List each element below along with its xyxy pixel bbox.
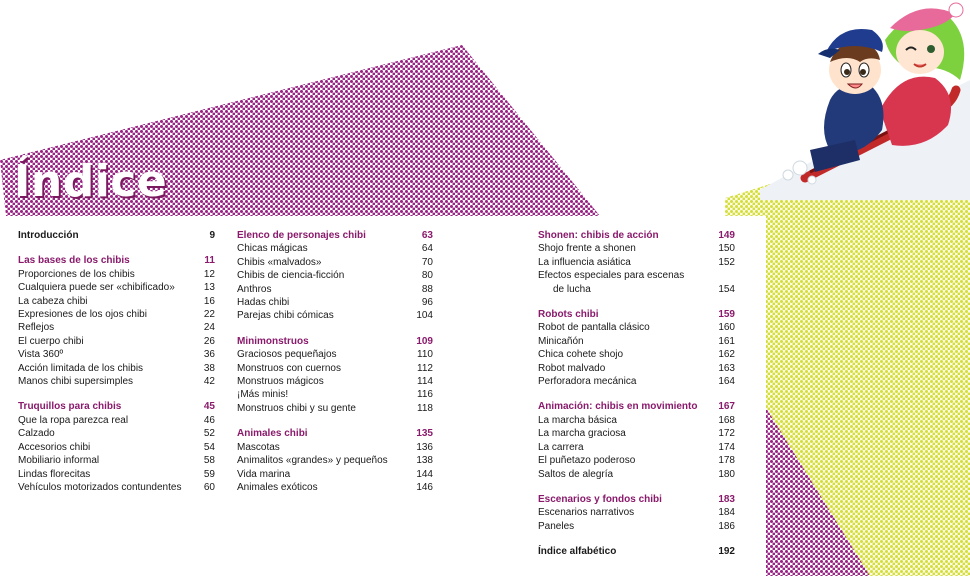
toc-entry[interactable]: [538, 321, 735, 334]
entry-page-number: 60: [203, 481, 215, 493]
entry-title: Mascotas: [237, 441, 280, 453]
toc-entry[interactable]: [538, 348, 735, 361]
section-page-number: 11: [204, 255, 215, 267]
entry-page-number: 174: [718, 441, 735, 453]
entry-title: Chibis de ciencia-ficción: [237, 270, 345, 282]
section-title: Shonen: chibis de acción: [538, 230, 659, 241]
toc-section: [237, 229, 433, 323]
toc-entry[interactable]: [18, 427, 215, 440]
toc-entry[interactable]: [237, 362, 433, 375]
toc-entry[interactable]: [18, 348, 215, 361]
entry-title: Parejas chibi cómicas: [237, 310, 334, 322]
chibi-sledding-illustration: [760, 0, 970, 200]
entry-page-number: 146: [416, 481, 433, 493]
entry-title: Que la ropa parezca real: [18, 414, 129, 426]
toc-entry[interactable]: [538, 414, 735, 427]
section-page-number: 45: [203, 401, 215, 413]
section-title: Minimonstruos: [237, 335, 309, 347]
toc-section: [538, 229, 735, 296]
toc-entry[interactable]: [237, 375, 433, 388]
toc-entry[interactable]: [538, 375, 735, 388]
entry-title: de lucha: [553, 283, 591, 295]
entry-page-number: 88: [421, 283, 433, 295]
entry-page-number: 160: [718, 322, 735, 334]
entry-page-number: 64: [421, 243, 433, 255]
entry-title: Shojo frente a shonen: [538, 243, 636, 255]
toc-entry[interactable]: [237, 256, 433, 269]
toc-section: [538, 493, 735, 533]
section-title: Animales chibi: [237, 428, 308, 440]
section-page-number: 167: [718, 401, 735, 413]
toc-entry[interactable]: [237, 454, 433, 467]
entry-title: Acción limitada de los chibis: [18, 362, 144, 374]
entry-page-number: 24: [203, 322, 215, 334]
entry-page-number: 22: [203, 309, 215, 321]
section-title: Elenco de personajes chibi: [237, 230, 366, 241]
toc-entry[interactable]: [538, 335, 735, 348]
toc-entry[interactable]: [538, 454, 735, 467]
entry-page-number: 164: [718, 376, 735, 388]
entry-title: Robot malvado: [538, 362, 606, 374]
entry-page-number: 96: [421, 297, 433, 309]
entry-title: Manos chibi supersimples: [18, 376, 134, 388]
entry-title: Graciosos pequeñajos: [237, 349, 337, 361]
entry-title: El cuerpo chibi: [18, 335, 84, 347]
toc-entry[interactable]: [538, 520, 735, 533]
entry-page-number: 110: [417, 349, 433, 361]
section-page-number: 135: [416, 428, 433, 440]
section-page-number: 192: [718, 546, 735, 558]
entry-page-number: 154: [718, 283, 735, 295]
toc-entry[interactable]: [237, 481, 433, 494]
section-title: Introducción: [18, 230, 79, 241]
toc-entry[interactable]: [237, 441, 433, 454]
toc-entry[interactable]: [237, 242, 433, 255]
toc-section-heading[interactable]: [538, 308, 735, 321]
toc-section-heading[interactable]: [237, 427, 433, 440]
toc-entry[interactable]: [538, 441, 735, 454]
toc-section-heading[interactable]: [18, 254, 215, 267]
toc-entry[interactable]: [237, 309, 433, 322]
toc-entry[interactable]: [18, 481, 215, 494]
entry-page-number: 116: [417, 389, 433, 401]
entry-title: Proporciones de los chibis: [18, 268, 135, 280]
toc-entry[interactable]: [538, 506, 735, 519]
toc-section-heading[interactable]: [18, 400, 215, 413]
toc-section: [237, 335, 433, 415]
entry-title: Efectos especiales para escenas: [538, 270, 685, 282]
toc-entry[interactable]: [18, 268, 215, 281]
toc-entry[interactable]: [237, 468, 433, 481]
toc-section: [18, 254, 215, 388]
section-title: Índice alfabético: [538, 546, 617, 558]
entry-page-number: 161: [718, 335, 735, 347]
entry-page-number: 26: [203, 335, 215, 347]
toc-entry[interactable]: [18, 281, 215, 294]
toc-section-heading[interactable]: [538, 545, 735, 558]
entry-title: Perforadora mecánica: [538, 376, 637, 388]
entry-page-number: 136: [416, 441, 433, 453]
entry-page-number: 172: [718, 428, 735, 440]
entry-title: Chibis «malvados»: [237, 256, 322, 268]
toc-section-heading[interactable]: [538, 493, 735, 506]
toc-column-2: [237, 229, 433, 506]
section-page-number: 63: [421, 230, 433, 241]
entry-page-number: 114: [417, 376, 433, 388]
toc-column-1: [18, 229, 215, 506]
entry-title: Saltos de alegría: [538, 468, 614, 480]
entry-page-number: 162: [718, 349, 735, 361]
entry-page-number: 144: [416, 468, 433, 480]
entry-title: Lindas florecitas: [18, 468, 91, 480]
entry-title: ¡Más minis!: [237, 389, 289, 401]
entry-title: Vehículos motorizados contundentes: [18, 481, 182, 493]
toc-entry[interactable]: [18, 441, 215, 454]
entry-page-number: 46: [203, 414, 215, 426]
toc-column-3: [538, 229, 735, 571]
toc-section: [18, 229, 215, 242]
section-title: Las bases de los chibis: [18, 255, 130, 267]
toc-entry[interactable]: [237, 348, 433, 361]
entry-page-number: 178: [718, 455, 735, 467]
entry-page-number: 42: [203, 376, 215, 388]
toc-entry[interactable]: [538, 269, 735, 282]
section-page-number: 109: [416, 335, 433, 347]
entry-title: La influencia asiática: [538, 256, 631, 268]
toc-section-heading[interactable]: [18, 229, 215, 242]
toc-entry[interactable]: [18, 454, 215, 467]
toc-section-heading[interactable]: [538, 400, 735, 413]
toc-entry[interactable]: [18, 468, 215, 481]
entry-title: La marcha básica: [538, 414, 617, 426]
toc-entry[interactable]: [18, 414, 215, 427]
entry-title: Cualquiera puede ser «chibificado»: [18, 282, 175, 294]
entry-page-number: 104: [416, 310, 433, 322]
entry-title: Vida marina: [237, 468, 291, 480]
toc-section: [538, 400, 735, 480]
toc-entry[interactable]: [18, 308, 215, 321]
entry-page-number: 59: [203, 468, 215, 480]
toc-entry[interactable]: [538, 242, 735, 255]
toc-entry[interactable]: [538, 468, 735, 481]
toc-entry[interactable]: [538, 283, 735, 296]
entry-title: Escenarios narrativos: [538, 507, 635, 519]
entry-title: La carrera: [538, 441, 584, 453]
entry-page-number: 13: [203, 282, 215, 294]
toc-entry[interactable]: [237, 388, 433, 401]
entry-title: Animalitos «grandes» y pequeños: [237, 455, 388, 467]
entry-page-number: 180: [718, 468, 735, 480]
entry-title: Mobiliario informal: [18, 455, 100, 467]
entry-title: Accesorios chibi: [18, 441, 91, 453]
entry-page-number: 152: [718, 256, 735, 268]
section-title: Robots chibi: [538, 309, 599, 321]
toc-entry[interactable]: [18, 335, 215, 348]
entry-page-number: 54: [203, 441, 215, 453]
entry-page-number: 150: [718, 243, 735, 255]
toc-entry[interactable]: [237, 269, 433, 282]
entry-page-number: 118: [417, 402, 433, 414]
entry-title: Expresiones de los ojos chibi: [18, 309, 147, 321]
entry-page-number: 52: [203, 428, 215, 440]
toc-entry[interactable]: [538, 256, 735, 269]
toc-section: [538, 545, 735, 558]
entry-page-number: 36: [203, 349, 215, 361]
section-page-number: 183: [718, 493, 735, 505]
entry-page-number: 80: [421, 270, 433, 282]
page-title: Índice: [14, 156, 168, 207]
entry-page-number: 16: [203, 295, 215, 307]
toc-section-heading[interactable]: [237, 229, 433, 242]
toc-section: [18, 400, 215, 494]
toc-section-heading[interactable]: [237, 335, 433, 348]
section-title: Truquillos para chibis: [18, 401, 122, 413]
toc-entry[interactable]: [18, 362, 215, 375]
section-page-number: 159: [718, 309, 735, 321]
toc-entry[interactable]: [18, 295, 215, 308]
entry-title: Vista 360º: [18, 349, 64, 361]
entry-title: Robot de pantalla clásico: [538, 322, 650, 334]
entry-page-number: 12: [203, 268, 215, 280]
entry-title: La cabeza chibi: [18, 295, 88, 307]
entry-title: Chica cohete shojo: [538, 349, 624, 361]
entry-title: Monstruos con cuernos: [237, 362, 341, 374]
toc-entry[interactable]: [538, 427, 735, 440]
entry-title: Animales exóticos: [237, 481, 318, 493]
entry-title: Reflejos: [18, 322, 55, 334]
section-page-number: 149: [718, 230, 735, 241]
toc-entry[interactable]: [237, 296, 433, 309]
toc-section: [538, 308, 735, 388]
entry-page-number: 58: [203, 455, 215, 467]
entry-page-number: 70: [421, 256, 433, 268]
section-title: Escenarios y fondos chibi: [538, 493, 662, 505]
entry-title: La marcha graciosa: [538, 428, 626, 440]
section-page-number: 9: [209, 230, 215, 241]
toc-entry[interactable]: [18, 321, 215, 334]
entry-page-number: 112: [417, 362, 433, 374]
toc-entry[interactable]: [237, 283, 433, 296]
entry-title: Paneles: [538, 520, 575, 532]
toc-entry[interactable]: [237, 402, 433, 415]
toc-entry[interactable]: [538, 362, 735, 375]
entry-title: Hadas chibi: [237, 297, 290, 309]
entry-title: Chicas mágicas: [237, 243, 308, 255]
entry-title: El puñetazo poderoso: [538, 455, 636, 467]
entry-title: Monstruos chibi y su gente: [237, 402, 356, 414]
entry-page-number: 138: [416, 455, 433, 467]
entry-page-number: 186: [718, 520, 735, 532]
entry-page-number: 163: [718, 362, 735, 374]
toc-section-heading[interactable]: [538, 229, 735, 242]
entry-page-number: 38: [203, 362, 215, 374]
entry-title: Monstruos mágicos: [237, 376, 324, 388]
toc-entry[interactable]: [18, 375, 215, 388]
section-title: Animación: chibis en movimiento: [538, 401, 698, 413]
entry-title: Anthros: [237, 283, 272, 295]
entry-page-number: 168: [718, 414, 735, 426]
toc-section: [237, 427, 433, 494]
entry-page-number: 184: [718, 507, 735, 519]
entry-title: Calzado: [18, 428, 55, 440]
entry-title: Minicañón: [538, 335, 584, 347]
